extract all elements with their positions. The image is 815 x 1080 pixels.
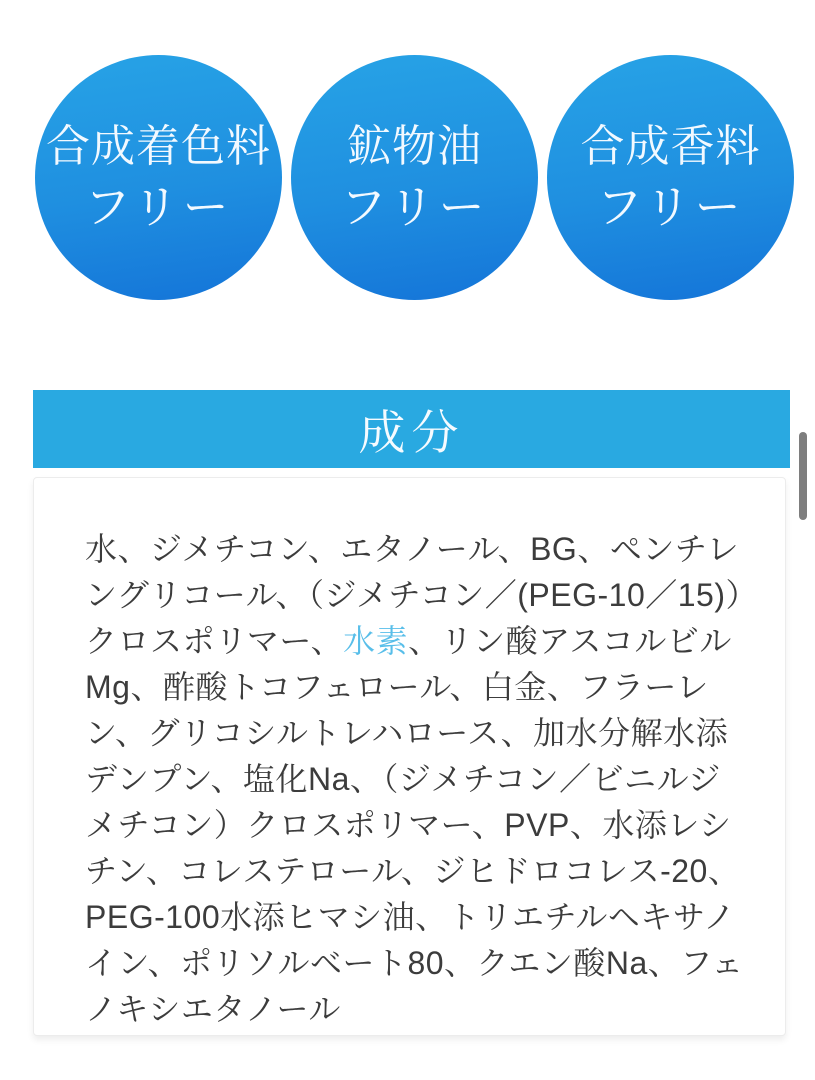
ingredients-text-segment: 水、ジメチコン、エタノール、BG、ペンチレングリコール、（ジメチコン／(PEG-10／15)）クロスポリマー、: [85, 531, 743, 659]
badge-synthetic-colorant-free: [35, 55, 282, 300]
badge-mineral-oil-free: [291, 55, 538, 300]
badge-label: 合成香料: [580, 120, 761, 172]
ingredients-list-text: [85, 526, 745, 1032]
ingredients-section-header: [33, 390, 790, 468]
badge-synthetic-fragrance-free: [547, 55, 794, 300]
ingredients-box: [33, 477, 786, 1036]
free-from-badges-row: [35, 55, 795, 300]
ingredients-text-segment: 、リン酸アスコルビルMg、酢酸トコフェロール、白金、フラーレン、グリコシルトレハロース、加水分解水添デンプン、塩化Na、（ジメチコン／ビニルジメチコン）クロスポリマー、PVP、水添レシチン、コレステロール、ジヒドロコレス-20、PEG-100水添ヒマシ油、トリエチルヘキサノイン、ポリソルベート80、クエン酸Na、フェノキシエタノール: [85, 623, 744, 1027]
badge-label: 鉱物油: [347, 120, 482, 172]
badge-label-free: フリー: [340, 180, 489, 235]
hydrogen-ingredient-link[interactable]: 水素: [343, 623, 409, 659]
ingredients-header-title: 成分: [358, 405, 465, 461]
vertical-scrollbar-thumb[interactable]: [799, 432, 807, 520]
badge-label: 合成着色料: [46, 120, 271, 172]
badge-label-free: フリー: [84, 180, 233, 235]
badge-label-free: フリー: [596, 180, 745, 235]
